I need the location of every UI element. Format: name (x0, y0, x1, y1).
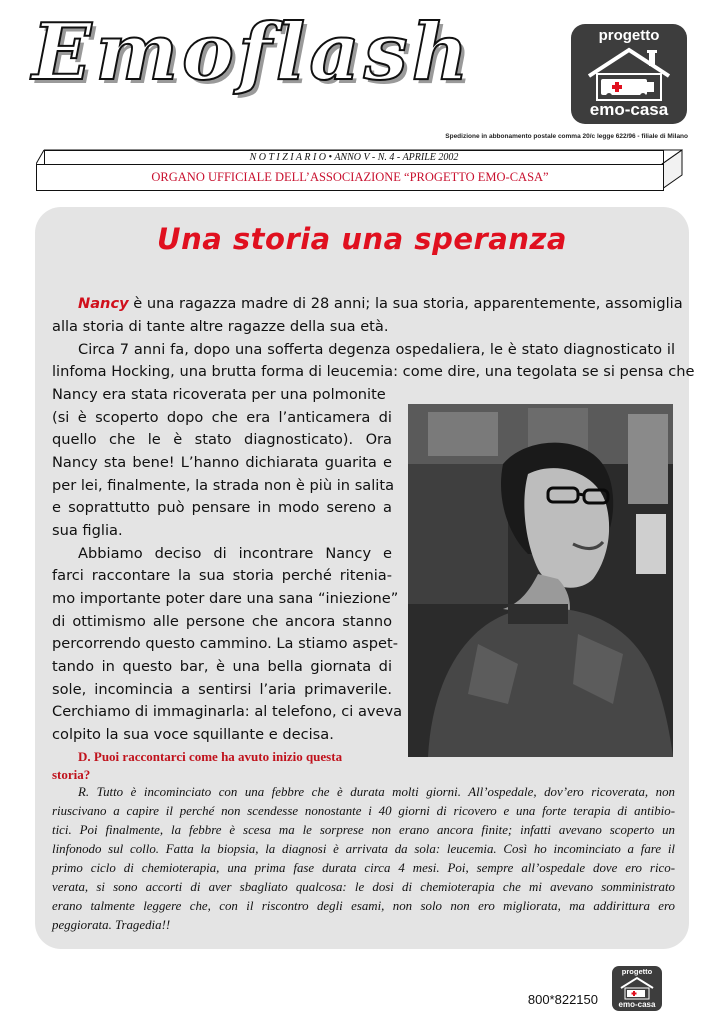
issue-banner (36, 148, 686, 192)
interview-question: D. Puoi raccontarci come ha avuto inizio questa (78, 749, 343, 764)
article-line: mo importante poter dare una sana “iniezione” (52, 590, 399, 607)
article-line (52, 295, 683, 312)
article-headline: Una storia una speranza (157, 222, 567, 256)
article-line: percorrendo questo cammino. La stiamo aspet- (52, 635, 398, 652)
article-line: tando in questo bar, è una bella giornata di (52, 658, 392, 675)
article-line: sua figlia. (52, 522, 123, 539)
article-line: linfoma Hocking, una brutta forma di leucemia: come dire, una tegolata se si pensa che (52, 363, 695, 380)
article-line: (si è scoperto dopo che era l’anticamera di (52, 409, 392, 426)
lead-name: Nancy (78, 295, 129, 312)
nancy-photo (408, 404, 673, 757)
house-ambulance-icon (619, 976, 655, 1000)
logo-bottom-text: emo-casa (589, 100, 669, 119)
article-line: Nancy era stata ricoverata per una polmonite (52, 386, 386, 403)
article-line: Circa 7 anni fa, dopo una sofferta degenza ospedaliera, le è stato diagnosticato il (78, 341, 675, 358)
interview-answer-line: erano talmente leggere che, con il riscontro degli esami, non solo non ero migliorata, ma addirittura ero (52, 899, 675, 913)
progetto-emo-casa-logo (571, 24, 687, 124)
interview-answer-line: verata, si sono accorti di aver sbagliato qualcosa: le dosi di chemioterapia che mi avevano somministrato (52, 880, 675, 894)
article-line: di ottimismo alle persone che ancora stanno (52, 613, 392, 630)
footer-logo (612, 966, 662, 1011)
interview-answer-line: riuscivano a capire il perché non scendesse nonostante i 40 giorni di ricovero e una forte terapia di antibio- (52, 804, 675, 818)
article-line: Abbiamo deciso di incontrare Nancy e (78, 545, 392, 562)
issue-prefix: N O T I Z I A R I O (249, 152, 326, 163)
interview-answer-line: linfonodo sul collo. Fatta la biopsia, la diagnosi è arrivata da sola: leucemia. Così ho incominciato a fare il (52, 842, 675, 856)
interview-answer-line: tici. Poi finalmente, la febbre è scesa ma le sorprese non erano ancora finite; infatti avevano scoperto un (52, 823, 675, 837)
issue-suffix: • ANNO V - N. 4 - APRILE 2002 (328, 152, 459, 163)
house-ambulance-icon (585, 46, 673, 102)
article-line: per lei, finalmente, la strada non è più in salita (52, 477, 395, 494)
interview-answer-line: primo ciclo di chemioterapia, una prima fase durata circa 4 mesi. Poi, sempre all’ospedale dove ero rico- (52, 861, 675, 875)
article-line: colpito la sua voce squillante e decisa. (52, 726, 334, 743)
footer-logo-top-text: progetto (621, 967, 653, 976)
organ-line: ORGANO UFFICIALE DELL’ASSOCIAZIONE “PROGETTO EMO-CASA” (36, 164, 664, 191)
masthead-title: Emoflash (32, 7, 473, 98)
article-line-text: è una ragazza madre di 28 anni; la sua storia, apparentemente, assomiglia (128, 295, 683, 312)
logo-top-text: progetto (598, 27, 660, 44)
article-line: farci raccontare la sua storia perché ritenia- (52, 567, 392, 584)
interview-question: storia? (52, 767, 91, 782)
phone-number: 800*822150 (527, 992, 598, 1007)
interview-answer-line: R. Tutto è incominciato con una febbre che è durata molti giorni. All’ospedale, dov’ero ricoverata, non (78, 785, 675, 799)
article-line: quello che le è stato diagnosticato). Ora (52, 431, 392, 448)
interview-answer-line: peggiorata. Tragedia!! (52, 918, 171, 932)
article-line: Nancy sta bene! L’hanno dichiarata guarita e (52, 454, 392, 471)
issue-line (44, 150, 664, 165)
footer-logo-bottom-text: emo-casa (618, 1000, 656, 1009)
postal-notice: Spedizione in abbonamento postale comma 20/c legge 622/96 - filiale di Milano (445, 133, 688, 140)
article-line: Cerchiamo di immaginarla: al telefono, ci aveva (52, 703, 403, 720)
article-line: sole, incomincia a sentirsi l’aria primaverile. (52, 681, 392, 698)
article-line: e soprattutto può pensare in modo sereno a (52, 499, 392, 516)
portrait-image (408, 404, 673, 757)
article-line: alla storia di tante altre ragazze della sua età. (52, 318, 389, 335)
